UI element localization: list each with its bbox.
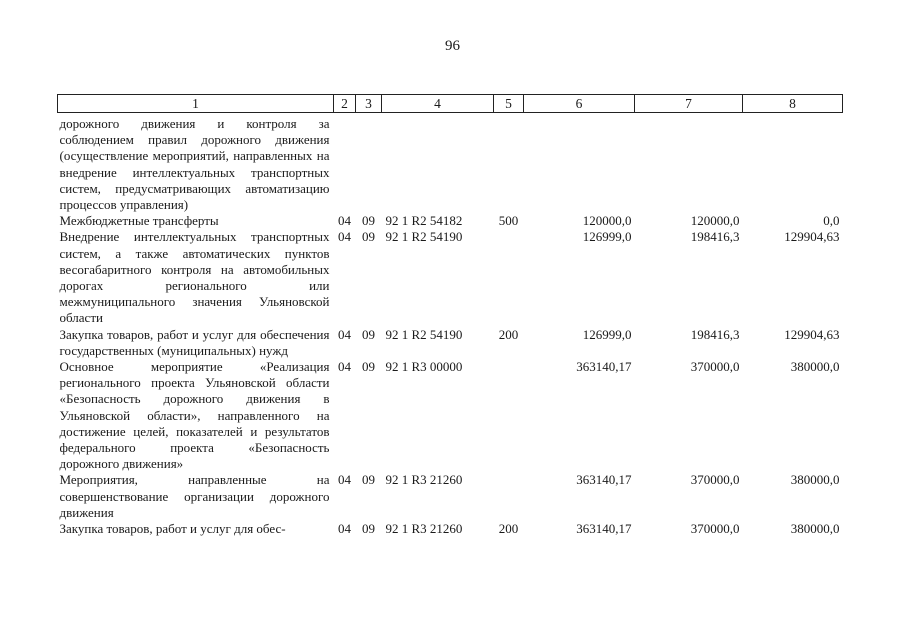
vr-cell bbox=[494, 472, 524, 521]
value-cell-year3: 129904,63 bbox=[784, 229, 840, 245]
table-row bbox=[58, 472, 843, 521]
pr-cell: 09 bbox=[362, 229, 375, 245]
table-row bbox=[58, 359, 843, 472]
rz-cell bbox=[334, 113, 356, 214]
value-cell-year1: 363140,17 bbox=[576, 521, 632, 537]
csr-cell: 92 1 R3 21260 bbox=[385, 521, 463, 537]
rz-cell: 04 bbox=[338, 229, 351, 245]
value-cell-year3: 380000,0 bbox=[790, 472, 840, 488]
vr-cell bbox=[494, 229, 524, 326]
value-cell-year2: 198416,3 bbox=[690, 326, 740, 342]
vr-cell: 200 bbox=[498, 326, 519, 342]
column-header: 6 bbox=[524, 95, 635, 113]
vr-cell bbox=[494, 113, 524, 214]
value-cell-year1: 363140,17 bbox=[576, 359, 632, 375]
rz-cell: 04 bbox=[338, 326, 351, 342]
csr-cell: 92 1 R3 00000 bbox=[385, 359, 463, 375]
pr-cell: 09 bbox=[362, 326, 375, 342]
pr-cell: 09 bbox=[362, 521, 375, 537]
table-row bbox=[58, 213, 843, 229]
value-cell-year1 bbox=[524, 113, 635, 214]
row-name-cell: Закупка товаров, работ и услуг для обеспечения государственных (муниципальных) нужд bbox=[59, 326, 330, 358]
column-header: 3 bbox=[356, 95, 382, 113]
csr-cell: 92 1 R2 54190 bbox=[385, 326, 463, 342]
value-cell-year2: 120000,0 bbox=[690, 213, 740, 229]
vr-cell bbox=[494, 359, 524, 472]
csr-cell bbox=[382, 113, 494, 214]
row-name-cell: Внедрение интеллектуальных транспортных систем, а также автоматических пунктов весогабаритного контроля на автомобильных дорогах регионального или межмуниципального значения Ульяновской области bbox=[59, 229, 330, 326]
table-row bbox=[58, 327, 843, 359]
csr-cell: 92 1 R2 54190 bbox=[385, 229, 463, 245]
value-cell-year3: 380000,0 bbox=[790, 521, 840, 537]
row-name-cell: Основное мероприятие «Реализация регионального проекта Ульяновской области «Безопасность дорожного движения в Ульяновской области», направленного на достижение целей, показателей и результатов федерального проекта «Безопасность дорожного движения» bbox=[59, 359, 330, 472]
column-header: 1 bbox=[58, 95, 334, 113]
value-cell-year1: 120000,0 bbox=[582, 213, 632, 229]
vr-cell: 200 bbox=[498, 521, 519, 537]
rz-cell: 04 bbox=[338, 213, 351, 229]
column-header: 7 bbox=[635, 95, 743, 113]
value-cell-year3 bbox=[743, 113, 843, 214]
row-name-cell: Межбюджетные трансферты bbox=[59, 213, 219, 229]
page-number: 96 bbox=[445, 38, 460, 54]
pr-cell: 09 bbox=[362, 359, 375, 375]
row-name-cell: Закупка товаров, работ и услуг для обес- bbox=[59, 521, 286, 537]
rz-cell: 04 bbox=[338, 359, 351, 375]
vr-cell: 500 bbox=[498, 213, 519, 229]
table-row bbox=[58, 229, 843, 326]
value-cell-year1: 126999,0 bbox=[582, 326, 632, 342]
pr-cell bbox=[356, 113, 382, 214]
value-cell-year2 bbox=[635, 113, 743, 214]
column-header: 8 bbox=[743, 95, 843, 113]
value-cell-year2: 370000,0 bbox=[690, 359, 740, 375]
table-header-row bbox=[58, 95, 843, 113]
column-header: 4 bbox=[382, 95, 494, 113]
pr-cell: 09 bbox=[362, 472, 375, 488]
table-row bbox=[58, 113, 843, 214]
value-cell-year3: 129904,63 bbox=[784, 326, 840, 342]
value-cell-year1: 363140,17 bbox=[576, 472, 632, 488]
column-header: 5 bbox=[494, 95, 524, 113]
rz-cell: 04 bbox=[338, 521, 351, 537]
table-row bbox=[58, 521, 843, 537]
budget-table bbox=[57, 94, 843, 537]
value-cell-year2: 370000,0 bbox=[690, 472, 740, 488]
value-cell-year2: 370000,0 bbox=[690, 521, 740, 537]
value-cell-year3: 0,0 bbox=[823, 213, 840, 229]
value-cell-year1: 126999,0 bbox=[582, 229, 632, 245]
value-cell-year2: 198416,3 bbox=[690, 229, 740, 245]
value-cell-year3: 380000,0 bbox=[790, 359, 840, 375]
column-header: 2 bbox=[334, 95, 356, 113]
row-name-cell: дорожного движения и контроля за соблюдением правил дорожного движения (осуществление мероприятий, направленных на внедрение интеллектуальных транспортных систем, предусматривающих автоматизацию процессов управления) bbox=[59, 116, 330, 213]
row-name-cell: Мероприятия, направленные на совершенствование организации дорожного движения bbox=[59, 472, 330, 520]
rz-cell: 04 bbox=[338, 472, 351, 488]
csr-cell: 92 1 R2 54182 bbox=[385, 213, 463, 229]
csr-cell: 92 1 R3 21260 bbox=[385, 472, 463, 488]
pr-cell: 09 bbox=[362, 213, 375, 229]
